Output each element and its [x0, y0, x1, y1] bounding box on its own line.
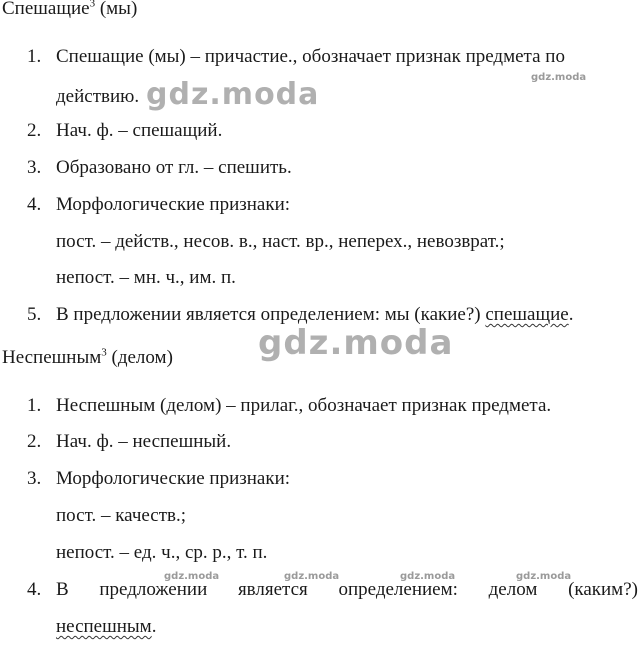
s2-item1-text: Неспешным (делом) – прилаг., обозначает признак предмета.: [56, 395, 552, 416]
watermark-small: gdz.moda: [284, 571, 340, 582]
s2-item4-word: (каким?): [568, 579, 638, 600]
watermark-large: gdz.moda: [258, 323, 454, 363]
watermark-large: gdz.moda: [146, 77, 320, 112]
s1-item3-number: 3.: [27, 157, 42, 178]
s1-item1-text-b: действию.: [56, 86, 140, 107]
watermark-small: gdz.moda: [400, 571, 456, 582]
s1-item5-text-c: .: [568, 304, 574, 325]
s2-item4-underlined-word: неспешным: [56, 616, 152, 637]
s1-item2-text: Нач. ф. – спешащий.: [56, 120, 223, 141]
s2-item4-word: предложении: [99, 579, 208, 600]
s2-item3-number: 3.: [27, 468, 42, 489]
section2-heading-rest: (делом): [106, 347, 173, 368]
s2-item3-sub2: непост. – ед. ч., ср. р., т. п.: [56, 542, 268, 563]
s2-item4-word: определением:: [338, 579, 458, 600]
s2-item4-word: В: [56, 579, 69, 600]
section1-heading-word: Спешащие: [2, 0, 90, 19]
section2-heading-word: Неспешным: [2, 347, 102, 368]
s1-item1-text-a: Спешащие (мы) – причастие., обозначает признак предмета по: [56, 46, 565, 67]
s2-item4-period: .: [151, 616, 157, 637]
section1-heading-rest: (мы): [95, 0, 138, 19]
s2-item4-number: 4.: [27, 579, 42, 600]
s1-item5-text: [56, 305, 573, 324]
s2-item2-number: 2.: [27, 431, 42, 452]
section1-heading-sup: 3: [89, 0, 96, 10]
s1-item3-text: Образовано от гл. – спешить.: [56, 157, 292, 178]
s2-item2-text: Нач. ф. – неспешный.: [56, 431, 232, 452]
s1-item4-number: 4.: [27, 194, 42, 215]
s2-item4-word: является: [237, 579, 308, 600]
section2-heading: [2, 348, 173, 367]
s2-item3-sub1: пост. – качеств.;: [56, 505, 187, 526]
section1-heading: [2, 0, 137, 18]
s1-item5-underlined-word: спешащие: [485, 304, 569, 325]
s1-item5-text-a: В предложении является определением: мы (какие?): [56, 304, 486, 325]
s2-item4-continuation: [56, 617, 156, 636]
s2-item3-text: Морфологические признаки:: [56, 468, 291, 489]
s2-item4-justified-line: [56, 580, 638, 599]
s1-item2-number: 2.: [27, 120, 42, 141]
s2-item4-word: делом: [488, 579, 538, 600]
s1-item4-text: Морфологические признаки:: [56, 194, 291, 215]
s1-item4-sub2: непост. – мн. ч., им. п.: [56, 267, 236, 288]
watermark-small: gdz.moda: [516, 571, 572, 582]
section2-heading-sup: 3: [101, 346, 107, 359]
watermark-small: gdz.moda: [164, 571, 220, 582]
s2-item1-number: 1.: [27, 395, 42, 416]
s1-item1-number: 1.: [27, 46, 42, 67]
s1-item5-number: 5.: [27, 304, 42, 325]
watermark-small: gdz.moda: [531, 72, 587, 83]
s1-item4-sub1: пост. – действ., несов. в., наст. вр., неперех., невозврат.;: [56, 231, 505, 252]
